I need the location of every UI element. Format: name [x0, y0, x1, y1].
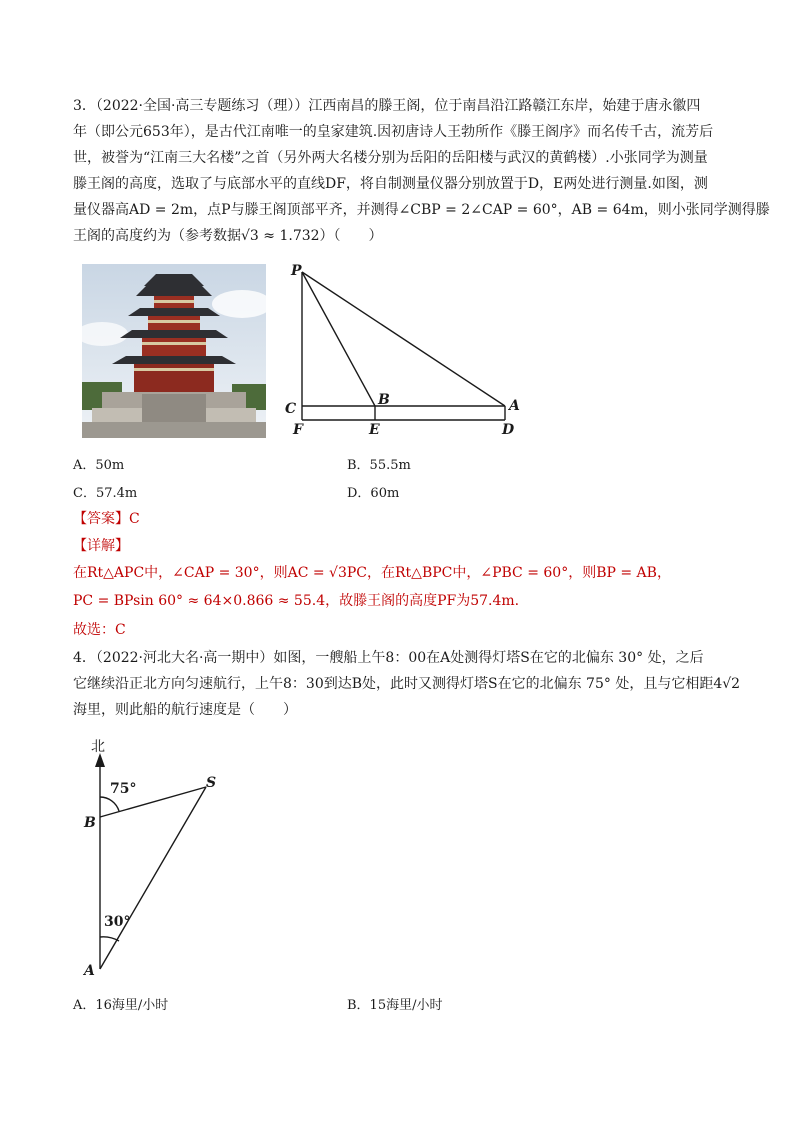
option-b[interactable]: B．15海里/小时 [347, 998, 443, 1013]
option-b[interactable]: B．55.5m [347, 458, 411, 473]
label-north: 北 [91, 739, 105, 755]
option-a[interactable]: A．16海里/小时 [73, 998, 169, 1013]
option-a[interactable]: A．50m [73, 458, 125, 473]
label-d: D [502, 422, 515, 438]
label-s: S [206, 775, 217, 791]
question-line: 3．（2022·全国·高三专题练习（理））江西南昌的滕王阁，位于南昌沿江路赣江东岸，始建于唐永徽四 [73, 98, 701, 114]
question-line: 年（即公元653年），是古代江南唯一的皇家建筑.因初唐诗人王勃所作《滕王阁序》而名传千古，流芳后 [73, 124, 714, 140]
question-line: 世，被誉为“江南三大名楼”之首（另外两大名楼分别为岳阳的岳阳楼与武汉的黄鹤楼）.小张同学为测量 [73, 150, 708, 166]
question-3-text [73, 93, 770, 249]
label-e: E [369, 422, 380, 438]
question-line: 它继续沿正北方向匀速航行，上午8：30到达B处，此时又测得灯塔S在它的北偏东 75° 处，且与它相距4√2 [73, 676, 741, 692]
question-4-text [73, 645, 741, 723]
tengwang-pavilion-photo [82, 264, 266, 438]
option-c[interactable]: C．57.4m [73, 486, 138, 501]
label-p: P [291, 263, 302, 279]
angle-75-arc [100, 797, 119, 811]
answer-tag: 【答案】C [73, 511, 140, 527]
label-b: B [84, 815, 96, 831]
question-line: 量仪器高AD = 2m，点P与滕王阁顶部平齐，并测得∠CBP = 2∠CAP = 60°，AB = 64m，则小张同学测得滕 [73, 202, 770, 218]
question-line: 王阁的高度约为（参考数据√3 ≈ 1.732）（ ） [73, 228, 383, 244]
question-line: 4．（2022·河北大名·高一期中）如图，一艘船上午8：00在A处测得灯塔S在它的北偏东 30° 处，之后 [73, 650, 704, 666]
segment-pa [302, 272, 505, 406]
detail-tag: 【详解】 [73, 538, 129, 554]
solution-line: 在Rt△APC中，∠CAP = 30°，则AC = √3PC，在Rt△BPC中，∠PBC = 60°，则BP = AB， [73, 565, 671, 581]
solution-line: PC = BPsin 60° ≈ 64×0.866 ≈ 55.4，故滕王阁的高度PF为57.4m. [73, 593, 520, 609]
label-75: 75° [110, 781, 137, 797]
label-f: F [293, 422, 303, 438]
question-line: 海里，则此船的航行速度是（ ） [73, 702, 297, 718]
segment-pb [302, 272, 375, 406]
ship-bearing-diagram [78, 735, 238, 980]
north-arrow-icon [95, 753, 105, 767]
pavilion-measurement-diagram [280, 258, 530, 443]
conclusion: 故选：C [73, 622, 126, 638]
label-a: A [509, 398, 520, 414]
option-d[interactable]: D．60m [347, 486, 400, 501]
label-c: C [285, 401, 297, 417]
label-b: B [378, 392, 390, 408]
segment-as [100, 787, 206, 969]
label-a: A [84, 963, 95, 979]
label-30: 30° [104, 914, 131, 930]
question-line: 滕王阁的高度，选取了与底部水平的直线DF，将自制测量仪器分别放置于D，E两处进行测量.如图，测 [73, 176, 708, 192]
